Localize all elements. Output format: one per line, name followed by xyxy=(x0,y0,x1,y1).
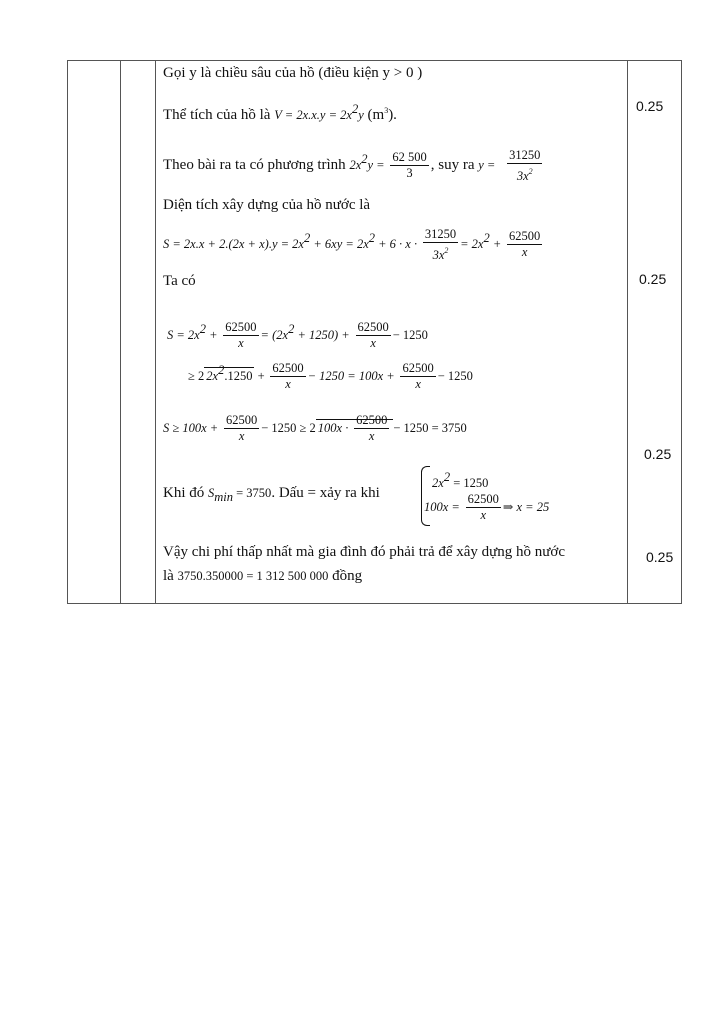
fraction: $\frac{62500}{x}$ xyxy=(225,413,258,444)
score-4: 0.25 xyxy=(646,549,674,565)
y-eq: y = xyxy=(478,158,496,172)
depth-definition xyxy=(163,64,422,82)
equation-text: Theo bài ra ta có phương trình xyxy=(163,157,350,173)
fraction: $\frac{31250}{3x^2}$ xyxy=(424,226,457,262)
inequality-2: ≥ 2 $2x^2.1250$ + $\frac{62500}{x}$ − 1250 = 100x + $\frac{62500}{x}$ − 1250 xyxy=(188,361,473,392)
inequality-3: S ≥ 100x + $\frac{62500}{x}$ − 1250 ≥ 2 100x · $\frac{62500}{x}$ − 1250 = 3750 xyxy=(163,413,467,444)
eq-lhs: 2x xyxy=(349,158,362,172)
fraction: $\frac{62500}{x}$ xyxy=(356,413,388,444)
volume-formula: V = 2x.x.y = 2x xyxy=(274,108,352,122)
fraction: $\frac{62500}{x}$ xyxy=(225,320,257,351)
area-heading: Diện tích xây dựng của hồ nước là xyxy=(163,197,371,213)
eq-lhs-y: y = xyxy=(367,158,385,172)
volume-y: y xyxy=(358,108,364,122)
minimum-line: Khi đó $S_{min} = 3750$. Dấu = xảy ra khi xyxy=(163,485,380,504)
inequality-1: $S = 2x^2$ + $\frac{62500}{x}$ = $(2x^2 + 1250)$ + $\frac{62500}{x}$ − 1250 xyxy=(167,320,428,351)
system-eq-2: 100x = $\frac{62500}{x}$ ⇒ x = 25 xyxy=(424,492,550,523)
unit-exp: 3 xyxy=(384,106,389,115)
volume-line xyxy=(163,100,397,124)
system-eq-1: $2x^2 = 1250$ xyxy=(432,470,489,490)
score-1: 0.25 xyxy=(636,98,664,114)
ta-co: Ta có xyxy=(163,273,196,289)
exp: 2 xyxy=(351,102,359,116)
fraction: $\frac{62500}{x}$ xyxy=(272,361,304,392)
exp: 2 xyxy=(361,152,368,166)
fraction: $\frac{62 500}{3}$ xyxy=(392,150,427,181)
unit-m: (m xyxy=(363,107,385,123)
suy-ra-text: , suy ra xyxy=(430,157,479,173)
conclusion-line-2: là 3750.350000 = 1 312 500 000 đồng xyxy=(163,568,363,584)
unit-close: ). xyxy=(388,107,397,123)
equation-line xyxy=(163,139,544,185)
fraction: $\frac{62500}{x}$ xyxy=(357,320,389,351)
volume-text: Thể tích của hồ là xyxy=(163,107,275,123)
fraction: $\frac{62500}{x}$ xyxy=(509,229,541,260)
fraction: $\frac{62500}{x}$ xyxy=(402,361,434,392)
area-formula: $S = 2x.x + 2.(2x + x).y = 2x^2 + 6xy = 2x^2 + 6 \cdot x$ · $\frac{31250}{3x^2}$ = $2x^2$ + $\frac{62500}{x}$ xyxy=(163,226,541,262)
score-3: 0.25 xyxy=(644,446,672,462)
depth-definition-text: Gọi y là chiều sâu của hồ (điều kiện y > 0 ) xyxy=(163,65,423,81)
fraction: $\frac{31250}{3x^2}$ xyxy=(509,147,541,183)
score-2: 0.25 xyxy=(639,271,667,287)
fraction: $\frac{62500}{x}$ xyxy=(467,492,499,523)
conclusion-line-1: Vậy chi phí thấp nhất mà gia đình đó phải trả để xây dựng hồ nước xyxy=(163,544,566,560)
